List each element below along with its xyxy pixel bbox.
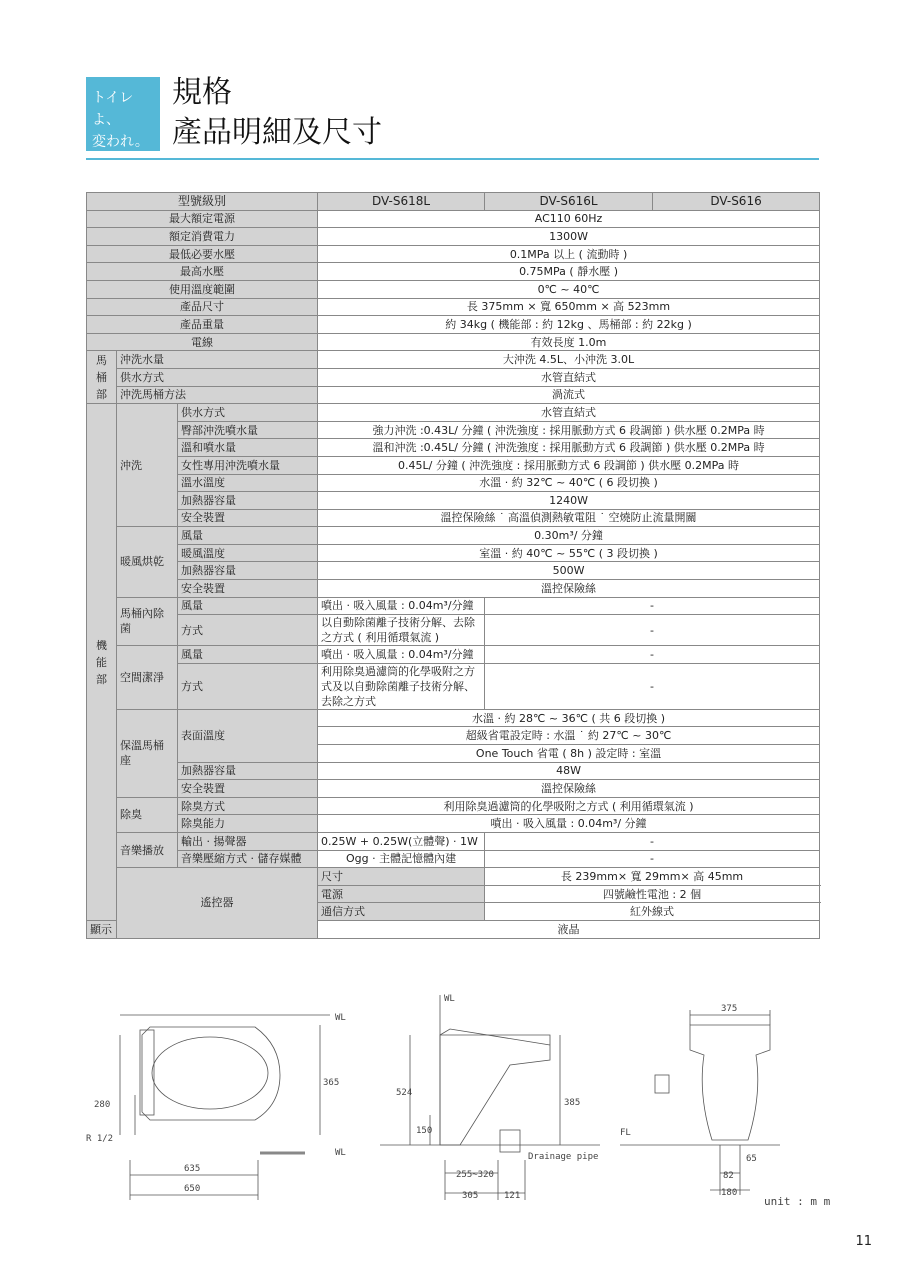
row-label: 風量 (178, 646, 318, 664)
row-value: 大沖洗 4.5L、小沖洗 3.0L (318, 351, 820, 369)
spec-table (86, 192, 820, 939)
row-label: 風量 (178, 597, 318, 615)
table-row (87, 597, 820, 615)
table-row (87, 509, 820, 527)
row-value: 1300W (318, 228, 820, 246)
dim-255: 255~320 (456, 1170, 494, 1180)
dim-375: 375 (721, 1004, 738, 1014)
row-value: 0.1MPa 以上 ( 流動時 ) (318, 245, 820, 263)
row-value: 水溫 · 約 28℃ ~ 36℃ ( 共 6 段切換 ) (318, 709, 820, 727)
dim-635: 635 (184, 1164, 201, 1174)
row-value: 0.25W + 0.25W(立體聲) · 1W (318, 833, 485, 851)
row-value: AC110 60Hz (318, 210, 820, 228)
table-row (87, 780, 820, 798)
table-row (87, 815, 820, 833)
row-label: 安全裝置 (178, 780, 318, 798)
table-row (87, 368, 820, 386)
row-label: 溫水溫度 (178, 474, 318, 492)
row-value: 水管直結式 (318, 404, 820, 422)
row-value: 液晶 (318, 920, 820, 938)
row-label: 方式 (178, 663, 318, 709)
row-label: 使用溫度範圍 (87, 280, 318, 298)
table-row (87, 456, 820, 474)
dim-385: 385 (564, 1098, 581, 1108)
drain-label: Drainage pipe (528, 1152, 599, 1162)
row-value-other: - (485, 615, 820, 646)
table-row (87, 580, 820, 598)
table-row (87, 562, 820, 580)
badge-line-1: トイレよ、 (92, 90, 134, 128)
row-label: 輸出 · 揚聲器 (178, 833, 318, 851)
row-label: 方式 (178, 615, 318, 646)
table-row (87, 474, 820, 492)
row-value: 強力沖洗 :0.43L/ 分鐘 ( 沖洗強度 : 採用脈動方式 6 段調節 ) 供水壓 0.2MPa 時 (318, 421, 820, 439)
row-label: 加熱器容量 (178, 492, 318, 510)
row-value: 48W (318, 762, 820, 780)
table-row (87, 245, 820, 263)
row-label: 暖風溫度 (178, 544, 318, 562)
dim-280: 280 (94, 1100, 111, 1110)
row-value: 渦流式 (318, 386, 820, 404)
dimension-drawings (80, 985, 831, 1215)
dim-305: 305 (462, 1191, 479, 1201)
top-view-drawing (120, 1015, 330, 1200)
row-value-other: - (485, 597, 820, 615)
row-label: 產品重量 (87, 316, 318, 334)
row-value: One Touch 省電 ( 8h ) 設定時 : 室溫 (318, 745, 820, 763)
group-wash: 沖洗 (117, 404, 178, 527)
row-label: 電源 (318, 885, 485, 903)
table-row (87, 527, 820, 545)
row-value: 利用除臭過濾筒的化學吸附之方式 ( 利用循環氣流 ) (318, 797, 820, 815)
table-row (87, 868, 820, 886)
row-value: 超級省電設定時 : 水溫 ˙ 約 27℃ ~ 30℃ (318, 727, 820, 745)
group-remote: 遙控器 (117, 868, 318, 938)
page-title: 規格 (172, 75, 232, 110)
row-label: 額定消費電力 (87, 228, 318, 246)
header-rule (86, 158, 819, 160)
table-row (87, 544, 820, 562)
table-row (87, 298, 820, 316)
unit-label: unit : m m (764, 1195, 831, 1208)
wl-top-label: WL (335, 1013, 346, 1023)
row-value: 0℃ ~ 40℃ (318, 280, 820, 298)
row-value: 水管直結式 (318, 368, 820, 386)
model-header: DV-S616L (485, 193, 653, 211)
row-value: 溫和沖洗 :0.45L/ 分鐘 ( 沖洗強度 : 採用脈動方式 6 段調節 ) 供水壓 0.2MPa 時 (318, 439, 820, 457)
section-function: 機能部 (87, 404, 117, 921)
dim-650: 650 (184, 1184, 201, 1194)
table-row (87, 228, 820, 246)
row-value: 水溫 · 約 32℃ ~ 40℃ ( 6 段切換 ) (318, 474, 820, 492)
dim-365: 365 (323, 1078, 340, 1088)
row-value-other: - (485, 850, 820, 868)
badge-line-2: 変われ。 (92, 134, 149, 150)
row-value-other: - (485, 646, 820, 664)
row-label: 除臭方式 (178, 797, 318, 815)
row-value: 500W (318, 562, 820, 580)
table-row (87, 210, 820, 228)
row-value: 利用除臭過濾筒的化學吸附之方式及以自動除菌離子技術分解、去除之方式 (318, 663, 485, 709)
table-row (87, 351, 820, 369)
table-row (87, 646, 820, 664)
row-label: 最低必要水壓 (87, 245, 318, 263)
brand-badge (86, 77, 160, 151)
group-seat: 保溫馬桶座 (117, 709, 178, 797)
row-value-other: - (485, 833, 820, 851)
table-row (87, 386, 820, 404)
table-row (87, 421, 820, 439)
row-value: 溫控保險絲 ˙ 高溫偵測熱敏電阻 ˙ 空燒防止流量開關 (318, 509, 820, 527)
group-sterilize: 馬桶內除菌 (117, 597, 178, 646)
row-value: 紅外線式 (485, 903, 820, 921)
table-row (87, 333, 820, 351)
row-value: 溫控保險絲 (318, 780, 820, 798)
table-row (87, 316, 820, 334)
row-value: 長 239mm× 寬 29mm× 高 45mm (485, 868, 820, 886)
row-value: Ogg · 主體記憶體內建 (318, 850, 485, 868)
dim-82: 82 (723, 1171, 734, 1181)
row-label: 表面溫度 (178, 709, 318, 762)
dim-524: 524 (396, 1088, 413, 1098)
group-music: 音樂播放 (117, 833, 178, 868)
dim-65: 65 (746, 1154, 757, 1164)
model-header: DV-S618L (318, 193, 485, 211)
row-label: 尺寸 (318, 868, 485, 886)
row-label: 加熱器容量 (178, 762, 318, 780)
row-value: 1240W (318, 492, 820, 510)
row-label: 除臭能力 (178, 815, 318, 833)
row-label: 顯示 (87, 920, 117, 938)
row-label: 電線 (87, 333, 318, 351)
row-value: 0.30m³/ 分鐘 (318, 527, 820, 545)
table-row (87, 709, 820, 727)
drawings-svg (80, 985, 831, 1215)
wl-bottom-label: WL (335, 1148, 346, 1158)
fl-label: FL (620, 1128, 631, 1138)
row-label: 安全裝置 (178, 580, 318, 598)
table-header-row (87, 193, 820, 211)
section-toilet: 馬桶部 (87, 351, 117, 404)
row-label: 安全裝置 (178, 509, 318, 527)
group-dryer: 暖風烘乾 (117, 527, 178, 597)
row-value: 室溫 · 約 40℃ ~ 55℃ ( 3 段切換 ) (318, 544, 820, 562)
row-value: 噴出 · 吸入風量 : 0.04m³/分鐘 (318, 597, 485, 615)
row-label: 風量 (178, 527, 318, 545)
row-value: 以自動除菌離子技術分解、去除之方式 ( 利用循環氣流 ) (318, 615, 485, 646)
row-value: 0.75MPa ( 靜水壓 ) (318, 263, 820, 281)
dim-180: 180 (721, 1188, 738, 1198)
row-value: 噴出 · 吸入風量 : 0.04m³/ 分鐘 (318, 815, 820, 833)
row-value: 長 375mm × 寬 650mm × 高 523mm (318, 298, 820, 316)
group-purify: 空間潔淨 (117, 646, 178, 710)
row-label: 臀部沖洗噴水量 (178, 421, 318, 439)
col-header: 型號級別 (87, 193, 318, 211)
row-label: 通信方式 (318, 903, 485, 921)
table-row (87, 762, 820, 780)
row-label: 音樂壓縮方式 · 儲存媒體 (178, 850, 318, 868)
row-label: 女性專用沖洗噴水量 (178, 456, 318, 474)
row-label: 溫和噴水量 (178, 439, 318, 457)
table-row (87, 439, 820, 457)
dim-150: 150 (416, 1126, 433, 1136)
table-row (87, 280, 820, 298)
table-row (87, 492, 820, 510)
table-row (87, 404, 820, 422)
r-label: R 1/2 (86, 1134, 114, 1144)
wl-side-label: WL (444, 994, 455, 1004)
row-label: 供水方式 (178, 404, 318, 422)
page-subtitle: 產品明細及尺寸 (172, 115, 382, 150)
row-label: 供水方式 (117, 368, 318, 386)
row-value: 有效長度 1.0m (318, 333, 820, 351)
dim-121: 121 (504, 1191, 521, 1201)
row-value: 0.45L/ 分鐘 ( 沖洗強度 : 採用脈動方式 6 段調節 ) 供水壓 0.2MPa 時 (318, 456, 820, 474)
front-view-drawing (620, 1010, 780, 1195)
table-row (87, 797, 820, 815)
row-label: 加熱器容量 (178, 562, 318, 580)
row-value: 溫控保險絲 (318, 580, 820, 598)
row-value: 約 34kg ( 機能部 : 約 12kg 、馬桶部 : 約 22kg ) (318, 316, 820, 334)
row-value-other: - (485, 663, 820, 709)
row-label: 最大額定電源 (87, 210, 318, 228)
row-value: 噴出 · 吸入風量 : 0.04m³/分鐘 (318, 646, 485, 664)
table-row (87, 850, 820, 868)
group-deodor: 除臭 (117, 797, 178, 832)
page-number: 11 (855, 1234, 872, 1249)
model-header: DV-S616 (653, 193, 820, 211)
row-label: 產品尺寸 (87, 298, 318, 316)
row-label: 沖洗馬桶方法 (117, 386, 318, 404)
row-label: 最高水壓 (87, 263, 318, 281)
table-row (87, 833, 820, 851)
row-value: 四號鹼性電池 : 2 個 (485, 885, 820, 903)
row-label: 沖洗水量 (117, 351, 318, 369)
table-row (87, 263, 820, 281)
